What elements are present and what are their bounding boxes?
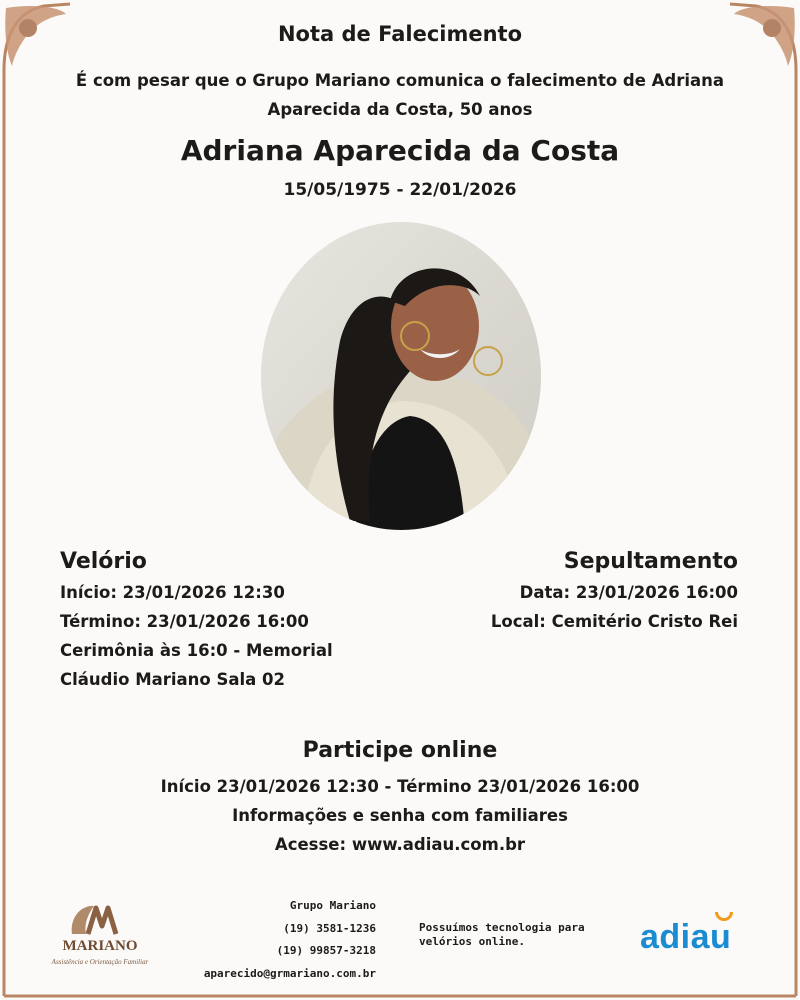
adiau-logo-a: adia bbox=[640, 918, 711, 956]
notice-heading: Nota de Falecimento bbox=[277, 22, 523, 46]
email: aparecido@grmariano.com.br bbox=[203, 966, 376, 980]
sepultamento-title: Sepultamento bbox=[563, 549, 738, 574]
online-acesso-link[interactable]: Acesse: www.adiau.com.br bbox=[274, 835, 526, 854]
deceased-name: Adriana Aparecida da Costa bbox=[180, 134, 620, 167]
contacts-block bbox=[180, 895, 376, 985]
velorio-cerimonia-line1: Cerimônia às 16:0 - Memorial bbox=[60, 641, 333, 660]
life-dates: 15/05/1975 - 22/01/2026 bbox=[283, 180, 517, 200]
sepultamento-data: Data: 23/01/2026 16:00 bbox=[519, 583, 738, 602]
phone-1: (19) 3581-1236 bbox=[283, 921, 376, 935]
online-periodo: Início 23/01/2026 12:30 - Término 23/01/2026 16:00 bbox=[160, 777, 640, 796]
adiau-logo-u: u bbox=[710, 918, 732, 956]
notice-intro-line2: Aparecida da Costa, 50 anos bbox=[267, 100, 533, 119]
mariano-logo-icon bbox=[44, 900, 156, 972]
velorio-inicio: Início: 23/01/2026 12:30 bbox=[60, 583, 285, 602]
notice-intro-line1: É com pesar que o Grupo Mariano comunica o falecimento de Adriana bbox=[75, 71, 725, 90]
velorio-termino: Término: 23/01/2026 16:00 bbox=[60, 612, 309, 631]
online-title: Participe online bbox=[302, 738, 498, 763]
velorio-title: Velório bbox=[60, 549, 147, 574]
mariano-logo-tagline: Assistência e Orientação Familiar bbox=[51, 958, 149, 966]
online-section bbox=[0, 736, 800, 859]
portrait-photo bbox=[260, 221, 542, 531]
phone-2: (19) 99857-3218 bbox=[276, 944, 376, 957]
velorio-section bbox=[60, 547, 360, 694]
velorio-cerimonia-line2: Cláudio Mariano Sala 02 bbox=[60, 670, 286, 689]
notice-intro bbox=[60, 66, 740, 124]
adiau-logo-icon bbox=[640, 918, 731, 957]
tech-text: Possuímos tecnologia para velórios online. bbox=[419, 921, 585, 948]
company-name: Grupo Mariano bbox=[289, 899, 376, 912]
sepultamento-local: Local: Cemitério Cristo Rei bbox=[490, 612, 738, 631]
mariano-logo-text: MARIANO bbox=[62, 938, 138, 954]
online-info: Informações e senha com familiares bbox=[232, 806, 568, 825]
sepultamento-section bbox=[418, 547, 738, 636]
